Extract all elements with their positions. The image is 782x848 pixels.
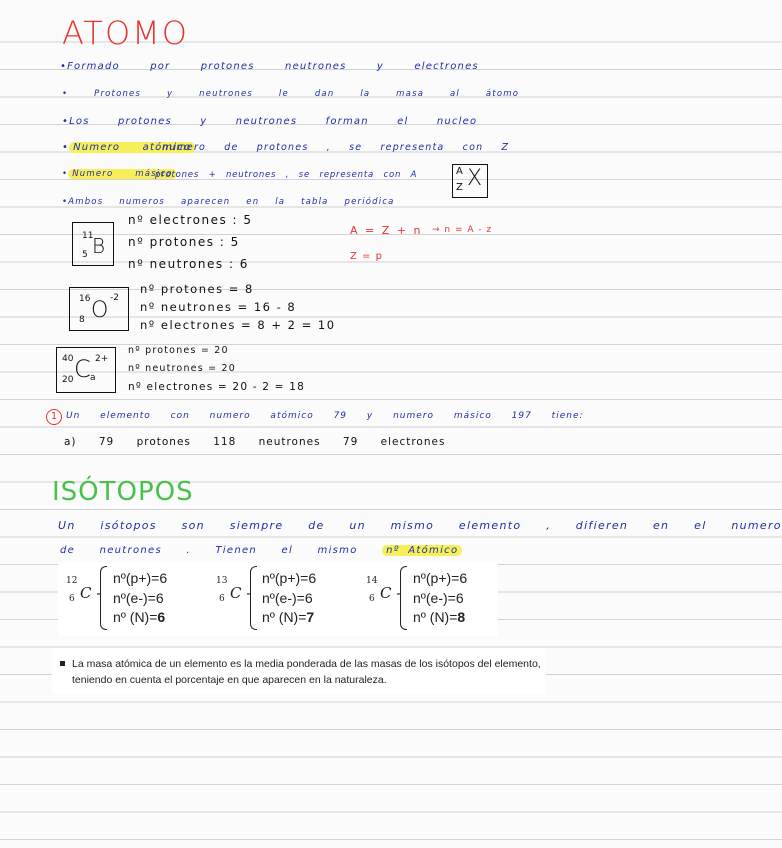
- carbon-12-z: 6: [69, 594, 75, 604]
- boron-atomic: 5: [82, 250, 88, 260]
- carbon-13-n-value: 7: [306, 609, 315, 625]
- boron-symbol: B: [92, 234, 106, 258]
- calcium-symbol: C: [74, 355, 91, 383]
- carbon-14-letter: C: [380, 584, 392, 602]
- calcium-neutrons: nº neutrones = 20: [128, 363, 236, 374]
- calcium-symbol-tail: a: [90, 373, 96, 383]
- oxygen-symbol: O: [91, 298, 109, 323]
- note-text: La masa atómica de un elemento es la media ponderada de las masas de los isótopos del elemento, teniendo en cuenta el porcentaje en que aparecen en la naturaleza.: [72, 658, 541, 686]
- notation-atomic-z: Z: [456, 182, 463, 193]
- formula-z-equals-p: Z = p: [350, 251, 383, 262]
- carbon-12-protons: nº(p+)=6: [113, 570, 168, 586]
- carbon-13-neutrons: [262, 609, 314, 625]
- exercise-answer: a) 79 protones 118 neutrones 79 electrones: [64, 436, 446, 448]
- oxygen-electrons: nº electrones = 8 + 2 = 10: [140, 318, 336, 332]
- boron-electrons: nº electrones : 5: [128, 213, 253, 227]
- carbon-12-n-label: nº (N)=: [113, 609, 158, 625]
- carbon-12-letter: C: [80, 584, 92, 602]
- carbon-12-electrons: nº(e-)=6: [113, 590, 164, 606]
- bullet-mass: • Protones y neutrones le dan la masa al átomo: [62, 89, 520, 99]
- formula-a-equals: A = Z + n: [350, 224, 422, 237]
- carbon-13-n-label: nº (N)=: [262, 609, 307, 625]
- oxygen-mass: 16: [79, 294, 91, 304]
- carbon-13-electrons: nº(e-)=6: [262, 590, 313, 606]
- bullet-atomic-number: • Numero atómico: [62, 142, 195, 153]
- oxygen-protons: nº protones = 8: [140, 282, 254, 296]
- bullet-periodic-table: •Ambos numeros aparecen en la tabla periódica: [62, 197, 395, 207]
- oxygen-neutrons: nº neutrones = 16 - 8: [140, 300, 297, 314]
- carbon-14-bracket: [400, 566, 407, 630]
- carbon-12-neutrons: [113, 609, 165, 625]
- carbon-13-letter: C: [230, 584, 242, 602]
- carbon-13-mass: 13: [216, 576, 228, 586]
- carbon-14-n-label: nº (N)=: [413, 609, 458, 625]
- carbon-13-z: 6: [219, 594, 225, 604]
- calcium-atomic: 20: [62, 375, 74, 385]
- bullet-nucleus: •Los protones y neutrones forman el nucleo: [62, 116, 478, 127]
- section-title-isotopos: ISÓTOPOS: [52, 477, 194, 507]
- formula-n-equals: → n = A - z: [432, 225, 493, 235]
- carbon-14-n-value: 8: [457, 609, 466, 625]
- carbon-13-symbol: 13 6 C -: [216, 576, 252, 604]
- exercise-question: Un elemento con numero atómico 79 y numero másico 197 tiene:: [66, 411, 584, 421]
- carbon-13-protons: nº(p+)=6: [262, 570, 317, 586]
- calcium-electrons: nº electrones = 20 - 2 = 18: [128, 381, 305, 393]
- isotopos-definition-line2: [60, 545, 462, 556]
- highlight-numero-atomico-2: nº Atómico: [382, 545, 462, 556]
- notation-symbol-x: X: [467, 166, 483, 191]
- calcium-charge: 2+: [95, 354, 109, 364]
- carbon-12-bracket: [100, 566, 107, 630]
- notation-mass-a: A: [456, 166, 463, 177]
- highlight-numero-masico: Numero másico: [68, 169, 176, 179]
- carbon-12-mass: 12: [66, 576, 78, 586]
- carbon-14-symbol: 14 6 C -: [366, 576, 402, 604]
- oxygen-atomic: 8: [79, 315, 85, 325]
- carbon-14-neutrons: [413, 609, 465, 625]
- boron-mass: 11: [82, 231, 94, 241]
- atomic-number-definition: numero de protones , se representa con Z: [162, 142, 510, 153]
- exercise-number: 1: [46, 409, 62, 425]
- carbon-13-bracket: [250, 566, 257, 630]
- calcium-mass: 40: [62, 354, 74, 364]
- carbon-12-symbol: 12 6 C -: [66, 576, 102, 604]
- highlight-numero-atomico: Numero atómico: [69, 142, 195, 153]
- oxygen-charge: -2: [110, 293, 119, 303]
- calcium-protons: nº protones = 20: [128, 345, 229, 356]
- carbon-14-protons: nº(p+)=6: [413, 570, 468, 586]
- carbon-14-z: 6: [369, 594, 375, 604]
- carbon-12-n-value: 6: [157, 609, 166, 625]
- boron-neutrons: nº neutrones : 6: [128, 257, 249, 271]
- bullet-mass-number: • Numero másico: [62, 169, 177, 179]
- note-bullet-icon: [60, 661, 65, 666]
- carbon-14-electrons: nº(e-)=6: [413, 590, 464, 606]
- isotopos-definition-line1: Un isótopos son siempre de un mismo elemento , difieren en el numero: [58, 519, 782, 532]
- boron-protons: nº protones : 5: [128, 235, 240, 249]
- page-title-atomo: ATOMO: [62, 14, 189, 52]
- carbon-14-mass: 14: [366, 576, 378, 586]
- isotopos-line2-text: de neutrones . Tienen el mismo: [60, 545, 358, 556]
- mass-number-definition: protones + neutrones , se representa con A: [155, 170, 418, 180]
- bullet-composition: •Formado por protones neutrones y electrones: [60, 61, 479, 72]
